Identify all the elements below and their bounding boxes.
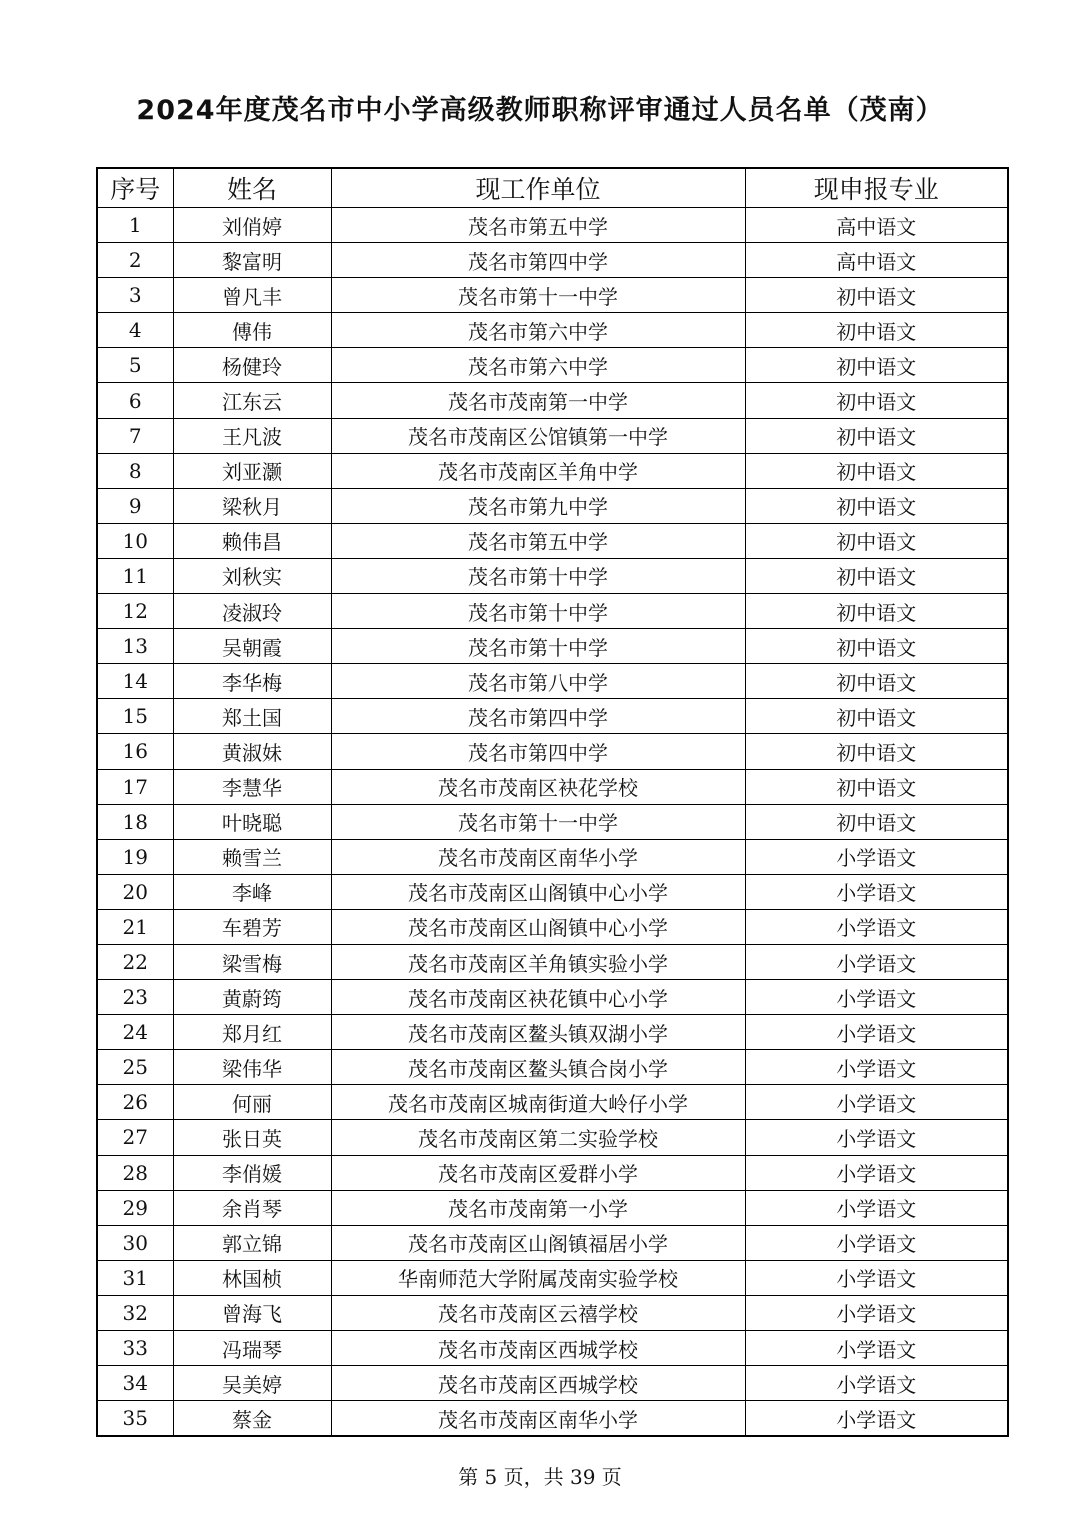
col-header-unit: 现工作单位 [331,168,745,208]
cell-subject: 小学语文 [745,1331,1008,1366]
table-row [97,664,1008,699]
table-row [97,278,1008,313]
table-row [97,839,1008,874]
cell-unit: 茂名市茂南区山阁镇福居小学 [331,1225,745,1260]
cell-unit: 茂名市茂南区南华小学 [331,839,745,874]
cell-subject: 小学语文 [745,1085,1008,1120]
table-body [97,208,1008,1437]
cell-unit: 茂名市第十中学 [331,594,745,629]
cell-unit: 茂名市第五中学 [331,523,745,558]
table-row [97,348,1008,383]
cell-name: 黄蔚筠 [173,980,331,1015]
table-row [97,1120,1008,1155]
cell-unit: 茂名市第十一中学 [331,804,745,839]
cell-unit: 茂名市茂南区第二实验学校 [331,1120,745,1155]
cell-index: 16 [97,734,173,769]
cell-index: 31 [97,1260,173,1295]
cell-name: 刘亚灏 [173,453,331,488]
cell-index: 10 [97,523,173,558]
cell-name: 林国桢 [173,1260,331,1295]
cell-unit: 茂名市第六中学 [331,348,745,383]
cell-name: 刘俏婷 [173,208,331,243]
cell-index: 30 [97,1225,173,1260]
cell-unit: 茂名市第六中学 [331,313,745,348]
cell-name: 王凡波 [173,418,331,453]
cell-name: 吴美婷 [173,1366,331,1401]
cell-index: 5 [97,348,173,383]
col-header-name: 姓名 [173,168,331,208]
cell-name: 凌淑玲 [173,594,331,629]
cell-name: 李华梅 [173,664,331,699]
cell-name: 杨健玲 [173,348,331,383]
cell-name: 曾海飞 [173,1295,331,1330]
cell-unit: 茂名市茂南第一小学 [331,1190,745,1225]
table-row [97,1015,1008,1050]
table-row [97,1085,1008,1120]
cell-name: 黎富明 [173,243,331,278]
table-row [97,769,1008,804]
table-row [97,558,1008,593]
cell-index: 1 [97,208,173,243]
cell-unit: 茂名市茂南区西城学校 [331,1331,745,1366]
page-title: 2024年度茂名市中小学高级教师职称评审通过人员名单（茂南） [136,95,944,126]
table-row [97,1366,1008,1401]
roster-table [96,167,1009,1437]
cell-name: 江东云 [173,383,331,418]
cell-index: 34 [97,1366,173,1401]
cell-name: 赖伟昌 [173,523,331,558]
cell-name: 冯瑞琴 [173,1331,331,1366]
cell-unit: 茂名市第五中学 [331,208,745,243]
cell-unit: 茂名市茂南区山阁镇中心小学 [331,874,745,909]
table-row [97,699,1008,734]
cell-name: 梁秋月 [173,488,331,523]
cell-index: 15 [97,699,173,734]
cell-subject: 小学语文 [745,1260,1008,1295]
cell-subject: 初中语文 [745,769,1008,804]
table-row [97,453,1008,488]
cell-unit: 茂名市茂南区袂花学校 [331,769,745,804]
cell-unit: 茂名市第十中学 [331,558,745,593]
cell-subject: 高中语文 [745,243,1008,278]
cell-subject: 初中语文 [745,629,1008,664]
cell-subject: 小学语文 [745,1295,1008,1330]
cell-index: 18 [97,804,173,839]
cell-unit: 茂名市茂南区羊角中学 [331,453,745,488]
cell-subject: 小学语文 [745,909,1008,944]
cell-index: 3 [97,278,173,313]
cell-subject: 初中语文 [745,699,1008,734]
cell-subject: 初中语文 [745,348,1008,383]
cell-name: 余肖琴 [173,1190,331,1225]
cell-unit: 茂名市第八中学 [331,664,745,699]
cell-name: 黄淑妹 [173,734,331,769]
cell-name: 车碧芳 [173,909,331,944]
cell-index: 33 [97,1331,173,1366]
table-header-row [97,168,1008,208]
table-row [97,1295,1008,1330]
table-row [97,874,1008,909]
cell-name: 吴朝霞 [173,629,331,664]
table-row [97,1225,1008,1260]
col-header-index: 序号 [97,168,173,208]
cell-index: 11 [97,558,173,593]
cell-subject: 初中语文 [745,418,1008,453]
cell-index: 13 [97,629,173,664]
table-row [97,313,1008,348]
cell-name: 张日英 [173,1120,331,1155]
cell-name: 蔡金 [173,1401,331,1437]
cell-index: 35 [97,1401,173,1437]
cell-name: 梁雪梅 [173,944,331,979]
cell-subject: 小学语文 [745,980,1008,1015]
cell-name: 郭立锦 [173,1225,331,1260]
cell-index: 12 [97,594,173,629]
table-row [97,1155,1008,1190]
cell-unit: 茂名市茂南区爱群小学 [331,1155,745,1190]
cell-unit: 茂名市茂南区羊角镇实验小学 [331,944,745,979]
cell-index: 8 [97,453,173,488]
cell-index: 6 [97,383,173,418]
cell-index: 27 [97,1120,173,1155]
cell-index: 19 [97,839,173,874]
cell-subject: 初中语文 [745,383,1008,418]
table-row [97,944,1008,979]
cell-unit: 茂名市茂南区鳌头镇双湖小学 [331,1015,745,1050]
cell-subject: 小学语文 [745,1401,1008,1437]
cell-unit: 茂名市第九中学 [331,488,745,523]
cell-name: 李慧华 [173,769,331,804]
cell-subject: 小学语文 [745,1190,1008,1225]
cell-index: 22 [97,944,173,979]
table-row [97,909,1008,944]
cell-subject: 初中语文 [745,594,1008,629]
cell-index: 4 [97,313,173,348]
cell-unit: 茂名市第四中学 [331,243,745,278]
cell-index: 29 [97,1190,173,1225]
cell-unit: 茂名市第四中学 [331,699,745,734]
cell-index: 28 [97,1155,173,1190]
cell-subject: 初中语文 [745,278,1008,313]
cell-subject: 初中语文 [745,734,1008,769]
cell-subject: 小学语文 [745,944,1008,979]
cell-unit: 茂名市茂南第一中学 [331,383,745,418]
cell-subject: 初中语文 [745,558,1008,593]
cell-subject: 初中语文 [745,804,1008,839]
cell-index: 32 [97,1295,173,1330]
cell-name: 梁伟华 [173,1050,331,1085]
cell-subject: 小学语文 [745,839,1008,874]
cell-subject: 初中语文 [745,488,1008,523]
cell-subject: 小学语文 [745,1366,1008,1401]
cell-unit: 华南师范大学附属茂南实验学校 [331,1260,745,1295]
cell-name: 李峰 [173,874,331,909]
cell-index: 24 [97,1015,173,1050]
cell-name: 傅伟 [173,313,331,348]
table-row [97,594,1008,629]
cell-index: 9 [97,488,173,523]
cell-index: 14 [97,664,173,699]
cell-subject: 高中语文 [745,208,1008,243]
cell-subject: 小学语文 [745,1120,1008,1155]
cell-name: 赖雪兰 [173,839,331,874]
cell-index: 26 [97,1085,173,1120]
cell-subject: 初中语文 [745,313,1008,348]
cell-subject: 小学语文 [745,1015,1008,1050]
cell-name: 何丽 [173,1085,331,1120]
table-row [97,418,1008,453]
cell-subject: 初中语文 [745,664,1008,699]
cell-unit: 茂名市第十中学 [331,629,745,664]
cell-unit: 茂名市茂南区西城学校 [331,1366,745,1401]
cell-index: 2 [97,243,173,278]
table-row [97,523,1008,558]
cell-unit: 茂名市茂南区鳌头镇合岗小学 [331,1050,745,1085]
cell-unit: 茂名市第四中学 [331,734,745,769]
cell-name: 郑土国 [173,699,331,734]
table-row [97,629,1008,664]
cell-unit: 茂名市茂南区袂花镇中心小学 [331,980,745,1015]
table-row [97,1260,1008,1295]
cell-unit: 茂名市茂南区公馆镇第一中学 [331,418,745,453]
cell-subject: 小学语文 [745,874,1008,909]
cell-index: 25 [97,1050,173,1085]
table-row [97,980,1008,1015]
table-row [97,804,1008,839]
cell-name: 李俏媛 [173,1155,331,1190]
cell-index: 17 [97,769,173,804]
table-row [97,208,1008,243]
col-header-subject: 现申报专业 [745,168,1008,208]
table-row [97,1331,1008,1366]
cell-name: 郑月红 [173,1015,331,1050]
cell-subject: 初中语文 [745,523,1008,558]
cell-subject: 小学语文 [745,1050,1008,1085]
cell-name: 刘秋实 [173,558,331,593]
table-row [97,734,1008,769]
cell-index: 23 [97,980,173,1015]
cell-name: 叶晓聪 [173,804,331,839]
table-row [97,383,1008,418]
cell-index: 20 [97,874,173,909]
cell-unit: 茂名市茂南区城南街道大岭仔小学 [331,1085,745,1120]
cell-unit: 茂名市第十一中学 [331,278,745,313]
table-row [97,1190,1008,1225]
cell-unit: 茂名市茂南区山阁镇中心小学 [331,909,745,944]
cell-subject: 小学语文 [745,1155,1008,1190]
table-row [97,1050,1008,1085]
cell-unit: 茂名市茂南区南华小学 [331,1401,745,1437]
cell-index: 7 [97,418,173,453]
page-footer: 第 5 页，共 39 页 [458,1465,622,1489]
table-row [97,243,1008,278]
cell-unit: 茂名市茂南区云禧学校 [331,1295,745,1330]
cell-subject: 小学语文 [745,1225,1008,1260]
cell-index: 21 [97,909,173,944]
table-row [97,1401,1008,1437]
table-row [97,488,1008,523]
cell-name: 曾凡丰 [173,278,331,313]
cell-subject: 初中语文 [745,453,1008,488]
